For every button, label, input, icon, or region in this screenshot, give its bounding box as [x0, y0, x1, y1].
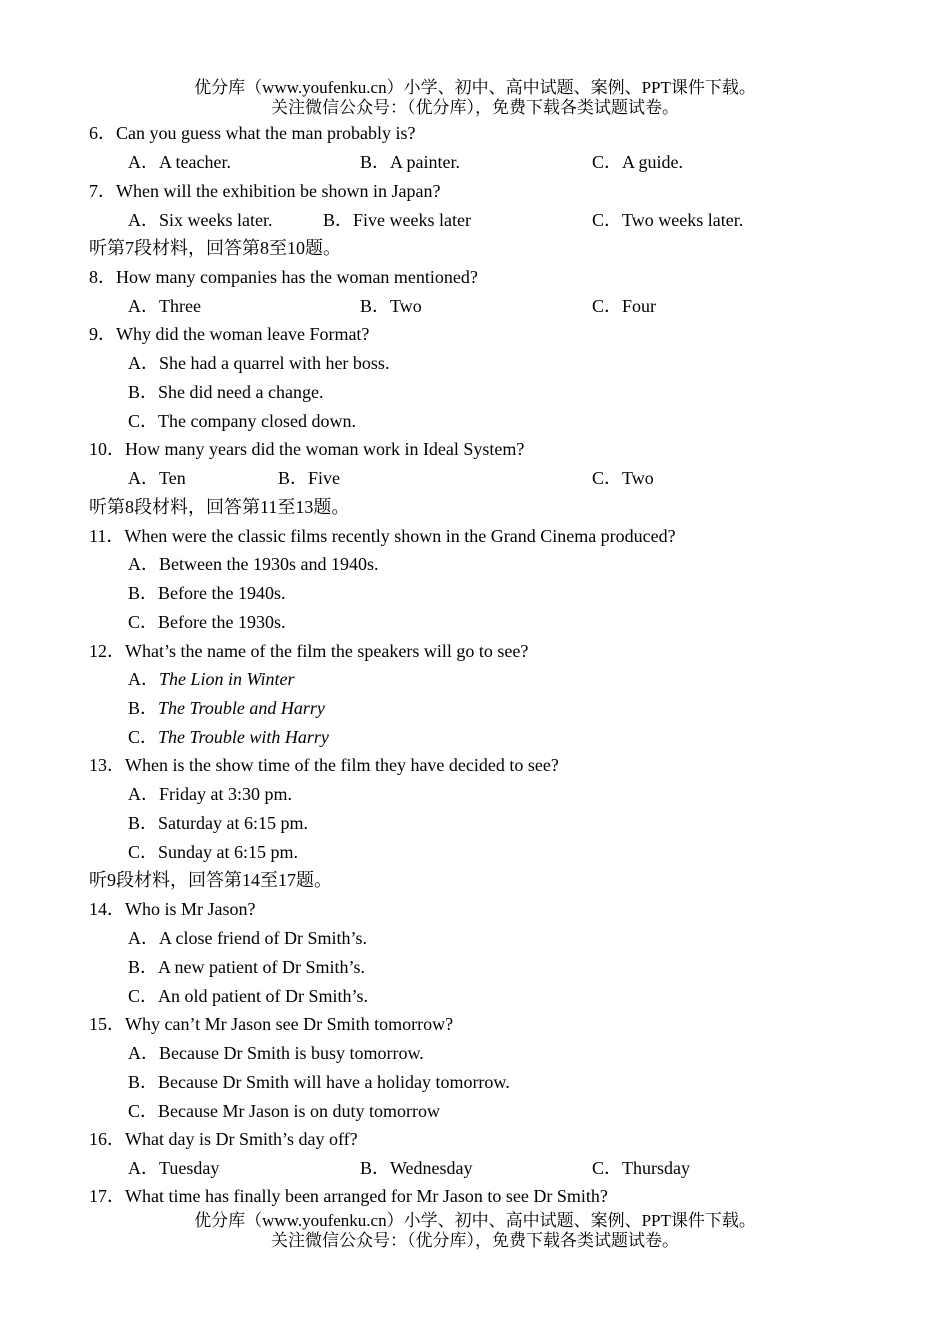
question-13-option-a: A．Friday at 3:30 pm. [128, 784, 292, 804]
section-8-heading: 听第8段材料，回答第11至13题。 [89, 497, 350, 517]
question-15-option-a: A．Because Dr Smith is busy tomorrow. [128, 1043, 424, 1063]
film-title: The Trouble with Harry [158, 727, 329, 747]
question-10-stem: 10．How many years did the woman work in Ideal System? [89, 439, 525, 459]
question-9-option-c: C．The company closed down. [128, 411, 356, 431]
question-9-option-a: A．She had a quarrel with her boss. [128, 353, 390, 373]
film-title: The Trouble and Harry [158, 698, 325, 718]
question-11-stem: 11．When were the classic films recently shown in the Grand Cinema produced? [89, 526, 676, 546]
option-letter: B． [128, 698, 159, 718]
header-line-2: 关注微信公众号：（优分库），免费下载各类试题试卷。 [271, 98, 679, 117]
question-8-option-a: A．Three [128, 296, 201, 316]
question-9-option-b: B．She did need a change. [128, 382, 324, 402]
question-14-option-c: C．An old patient of Dr Smith’s. [128, 986, 368, 1006]
question-8-stem: 8．How many companies has the woman mentioned? [89, 267, 478, 287]
header-line-1: 优分库（www.youfenku.cn）小学、初中、高中试题、案例、PPT课件下载。 [194, 78, 756, 97]
question-14-option-b: B．A new patient of Dr Smith’s. [128, 957, 365, 977]
question-16-option-a: A．Tuesday [128, 1158, 220, 1178]
question-15-stem: 15．Why can’t Mr Jason see Dr Smith tomorrow? [89, 1014, 454, 1034]
question-15-option-b: B．Because Dr Smith will have a holiday tomorrow. [128, 1072, 510, 1092]
option-letter: C． [128, 727, 159, 747]
question-14-stem: 14．Who is Mr Jason? [89, 899, 256, 919]
question-11-option-a: A．Between the 1930s and 1940s. [128, 554, 379, 574]
question-15-option-c: C．Because Mr Jason is on duty tomorrow [128, 1101, 440, 1121]
question-10-option-b: B．Five [278, 468, 341, 488]
section-9-heading: 听9段材料，回答第14至17题。 [89, 870, 332, 890]
question-12-option-a [128, 668, 295, 690]
question-10-option-c: C．Two [592, 468, 654, 488]
question-13-option-c: C．Sunday at 6:15 pm. [128, 842, 298, 862]
question-10-option-a: A．Ten [128, 468, 186, 488]
question-8-option-b: B．Two [360, 296, 422, 316]
section-7-heading: 听第7段材料，回答第8至10题。 [89, 238, 341, 258]
question-12-option-c [128, 726, 329, 748]
question-16-option-c: C．Thursday [592, 1158, 690, 1178]
film-title: The Lion in Winter [159, 669, 295, 689]
option-letter: A． [128, 669, 159, 689]
question-16-option-b: B．Wednesday [360, 1158, 473, 1178]
question-7-option-b: B．Five weeks later [323, 210, 471, 230]
question-7-stem: 7．When will the exhibition be shown in Japan? [89, 181, 441, 201]
question-6-option-a: A．A teacher. [128, 152, 231, 172]
question-13-stem: 13．When is the show time of the film they have decided to see? [89, 755, 559, 775]
question-14-option-a: A．A close friend of Dr Smith’s. [128, 928, 367, 948]
question-7-option-a: A．Six weeks later. [128, 210, 273, 230]
question-13-option-b: B．Saturday at 6:15 pm. [128, 813, 308, 833]
question-6-option-b: B．A painter. [360, 152, 460, 172]
question-16-stem: 16．What day is Dr Smith’s day off? [89, 1129, 358, 1149]
question-11-option-c: C．Before the 1930s. [128, 612, 286, 632]
question-12-option-b [128, 697, 325, 719]
question-6-stem: 6．Can you guess what the man probably is? [89, 123, 416, 143]
question-8-option-c: C．Four [592, 296, 657, 316]
question-6-option-c: C．A guide. [592, 152, 684, 172]
footer-line-1: 优分库（www.youfenku.cn）小学、初中、高中试题、案例、PPT课件下载。 [194, 1211, 756, 1230]
question-11-option-b: B．Before the 1940s. [128, 583, 286, 603]
footer-line-2: 关注微信公众号：（优分库），免费下载各类试题试卷。 [271, 1231, 679, 1250]
question-9-stem: 9．Why did the woman leave Format? [89, 324, 370, 344]
question-12-stem: 12．What’s the name of the film the speakers will go to see? [89, 641, 529, 661]
question-7-option-c: C．Two weeks later. [592, 210, 744, 230]
question-17-stem: 17．What time has finally been arranged for Mr Jason to see Dr Smith? [89, 1186, 608, 1206]
